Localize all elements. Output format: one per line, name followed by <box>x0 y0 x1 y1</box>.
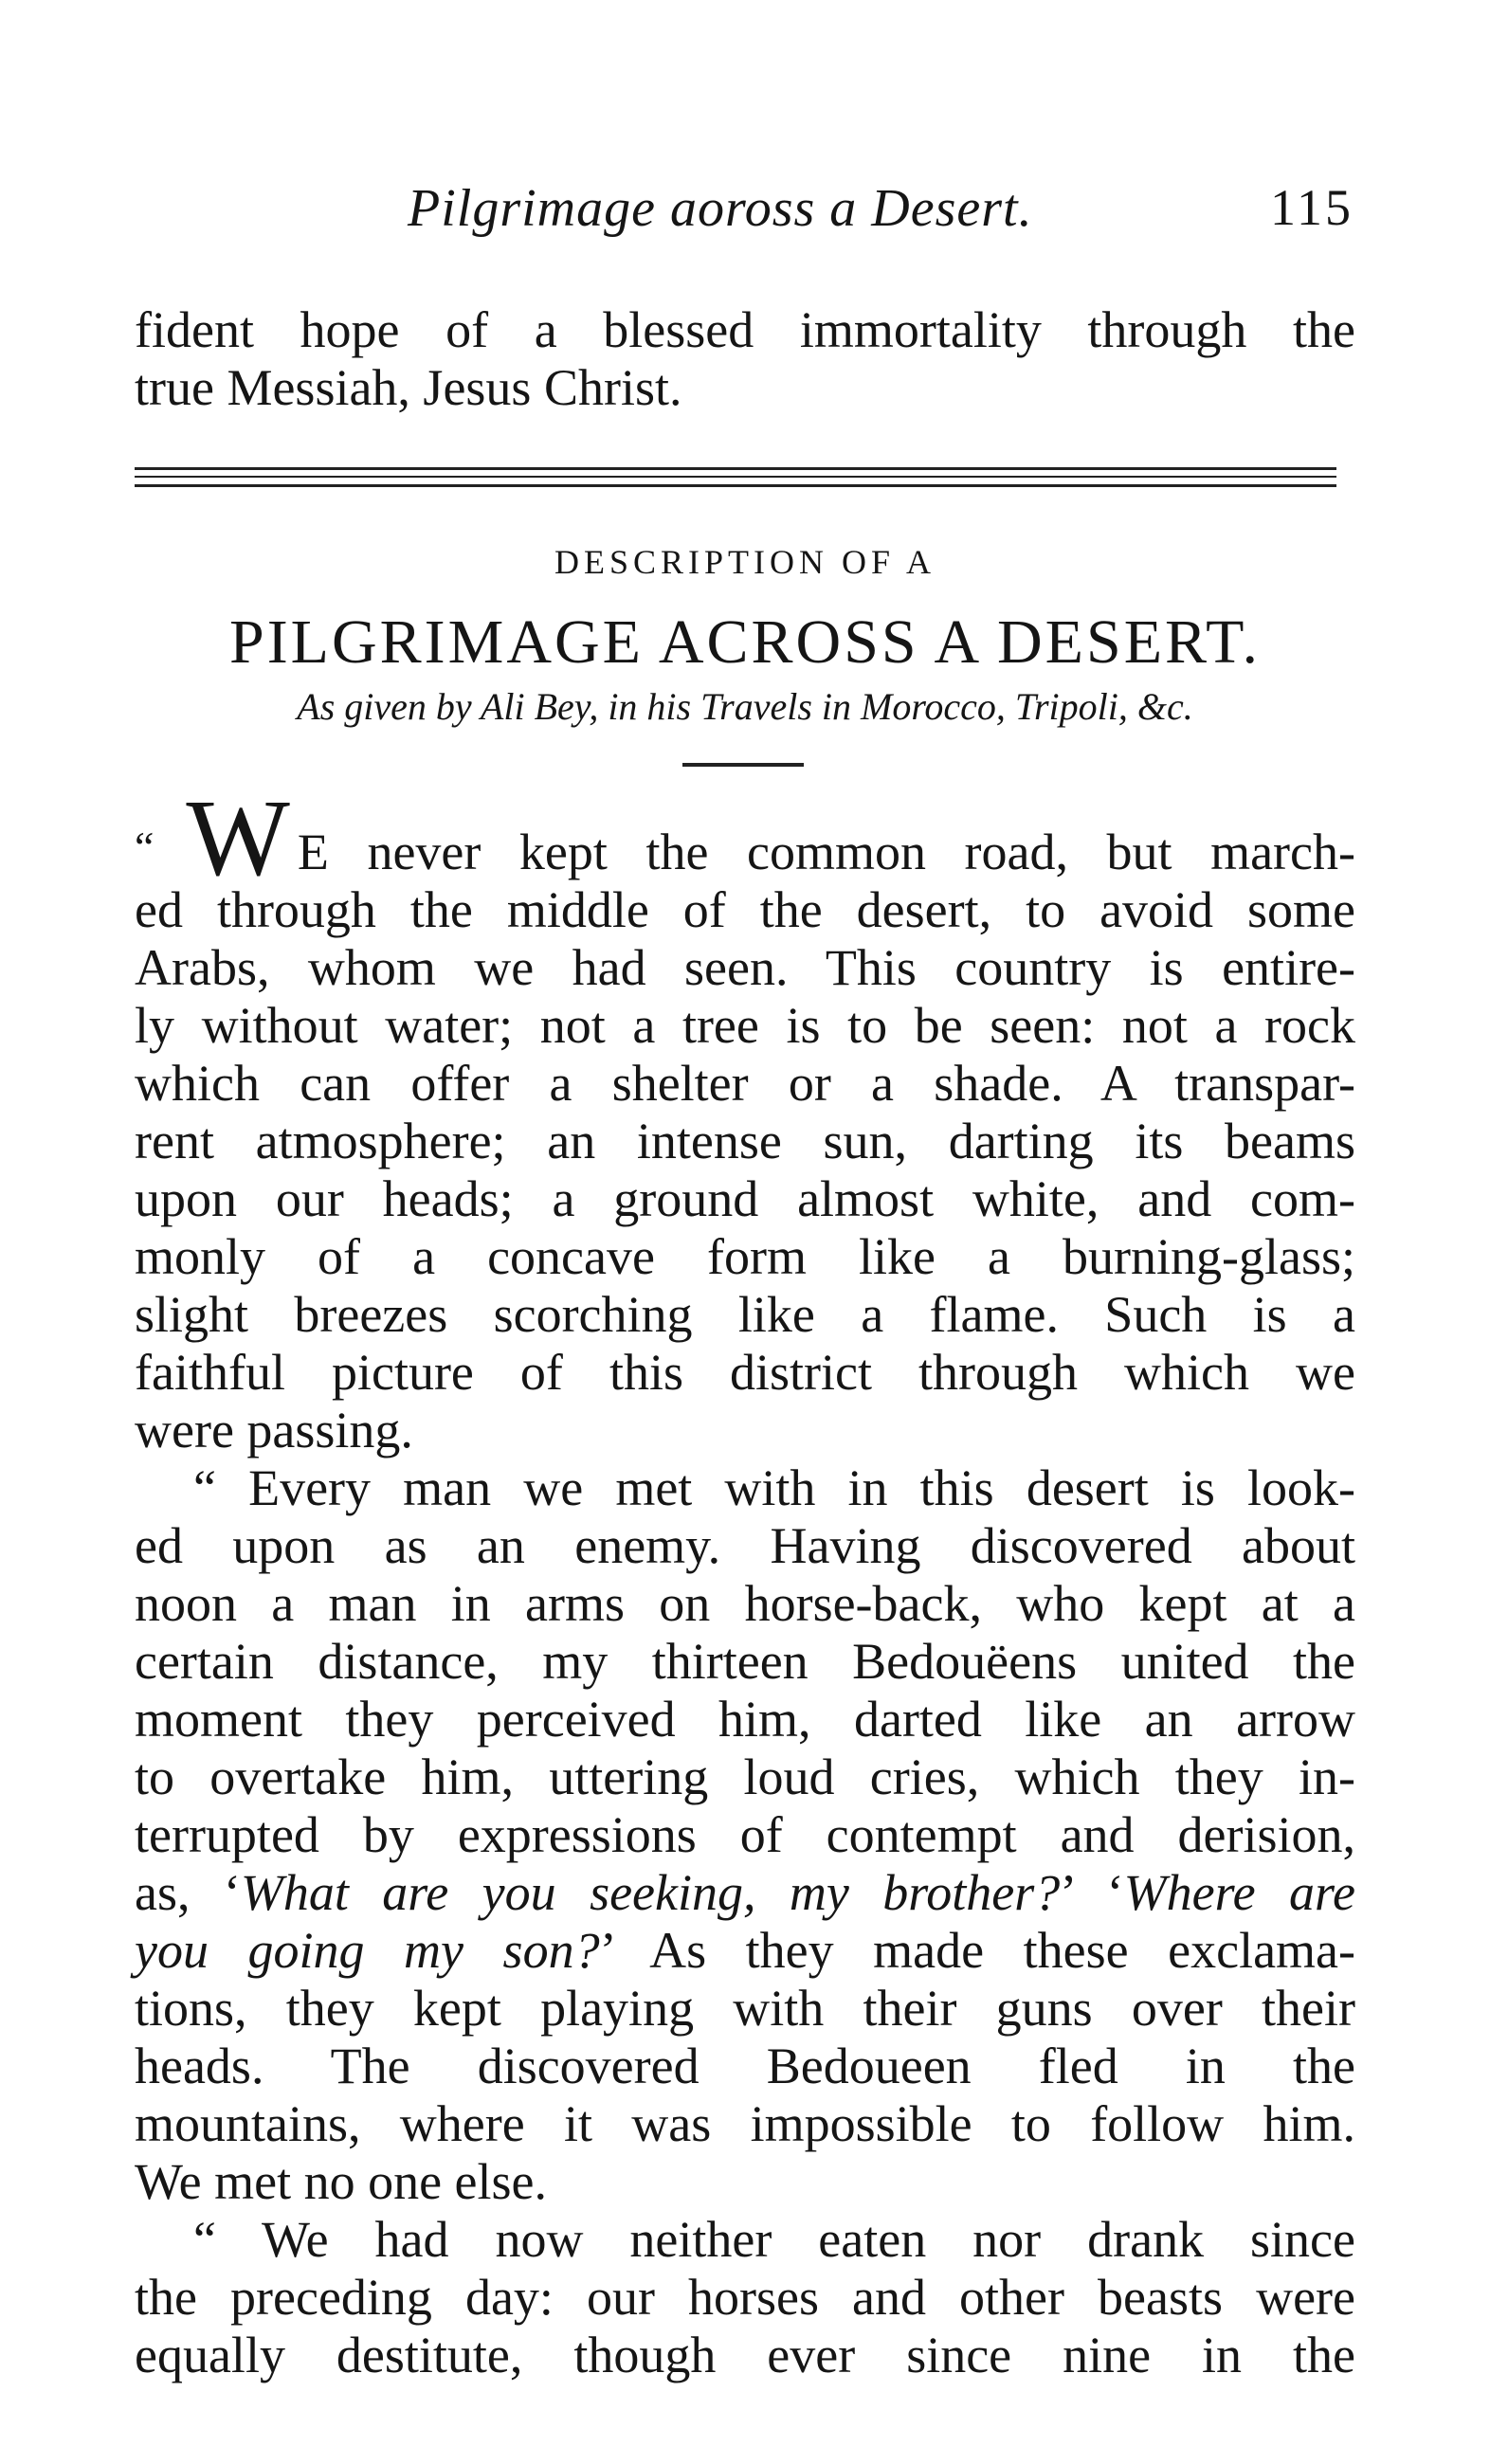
section-kicker: DESCRIPTION OF A <box>554 543 936 581</box>
running-title: Pilgrimage aoross a Desert. <box>408 179 1033 238</box>
text-line: “ We had now neither eaten nor drank since <box>193 2211 1355 2268</box>
text-line: tions, they kept playing with their guns over their <box>135 1980 1355 2037</box>
paragraph-2 <box>135 1459 1355 2211</box>
text-line-first <box>135 778 1355 899</box>
drop-cap: W <box>186 778 290 899</box>
text-line: rent atmosphere; an intense sun, darting its beams <box>135 1113 1355 1169</box>
text-line: noon a man in arms on horse-back, who kept at a <box>135 1575 1355 1632</box>
text-line: faithful picture of this district through which we <box>135 1344 1355 1401</box>
text-line: the preceding day: our horses and other beasts were <box>135 2269 1355 2326</box>
text-line: moment they perceived him, darted like an arrow <box>135 1691 1355 1748</box>
italic-quote: What are you seeking, my brother? <box>240 1864 1061 1921</box>
text-run: ’ ‘ <box>1060 1864 1124 1921</box>
text-line: ed upon as an enemy. Having discovered about <box>135 1517 1355 1574</box>
text-line: equally destitute, though ever since nine in the <box>135 2327 1355 2383</box>
text-line: upon our heads; a ground almost white, and com- <box>135 1170 1355 1227</box>
section-divider-rule <box>135 467 1336 470</box>
text-line-with-italic <box>135 1864 1355 1922</box>
paragraph-3 <box>135 2211 1355 2384</box>
opening-quote-mark: “ <box>135 823 154 871</box>
paragraph-1 <box>135 778 1355 1459</box>
text-line: monly of a concave form like a burning-glass; <box>135 1228 1355 1285</box>
text-line: ed through the middle of the desert, to avoid some <box>135 881 1355 938</box>
text-line: which can offer a shelter or a shade. A transpar- <box>135 1055 1355 1112</box>
text-line: true Messiah, Jesus Christ. <box>135 359 682 416</box>
text-line: certain distance, my thirteen Bedouëens united the <box>135 1633 1355 1690</box>
text-line: We met no one else. <box>135 2153 548 2210</box>
text-line-with-italic <box>135 1922 1355 1980</box>
section-title: PILGRIMAGE ACROSS A DESERT. <box>229 607 1261 677</box>
section-divider-rule <box>135 484 1336 487</box>
intro-paragraph <box>135 301 1355 417</box>
text-line: were passing. <box>135 1402 413 1458</box>
text-line: mountains, where it was impossible to follow him. <box>135 2095 1355 2152</box>
text-line: to overtake him, uttering loud cries, which they in- <box>135 1748 1355 1805</box>
body-text <box>135 778 1356 2384</box>
text-run: as, ‘ <box>135 1864 241 1921</box>
page-number: 115 <box>1270 179 1354 236</box>
text-line: “ Every man we met with in this desert is look- <box>193 1459 1355 1516</box>
text-line: slight breezes scorching like a flame. Such is a <box>135 1286 1355 1343</box>
text-line: ly without water; not a tree is to be seen: not a rock <box>135 997 1355 1054</box>
text-line: terrupted by expressions of contempt and derision, <box>135 1806 1355 1863</box>
text-line: Arabs, whom we had seen. This country is entire- <box>135 939 1355 996</box>
short-divider-rule <box>682 763 804 767</box>
running-head <box>133 178 1365 245</box>
first-line-text: E never kept the common road, but march- <box>297 824 1355 880</box>
section-divider-rule <box>135 476 1336 478</box>
italic-quote: Where are <box>1123 1864 1355 1921</box>
section-subtitle: As given by Ali Bey, in his Travels in Morocco, Tripoli, &c. <box>297 685 1193 728</box>
text-run: ’ As they made these exclama- <box>599 1922 1356 1979</box>
italic-quote: you going my son? <box>135 1922 600 1979</box>
text-line: heads. The discovered Bedoueen fled in the <box>135 2038 1355 2094</box>
text-line: fident hope of a blessed immortality through the <box>135 301 1355 358</box>
